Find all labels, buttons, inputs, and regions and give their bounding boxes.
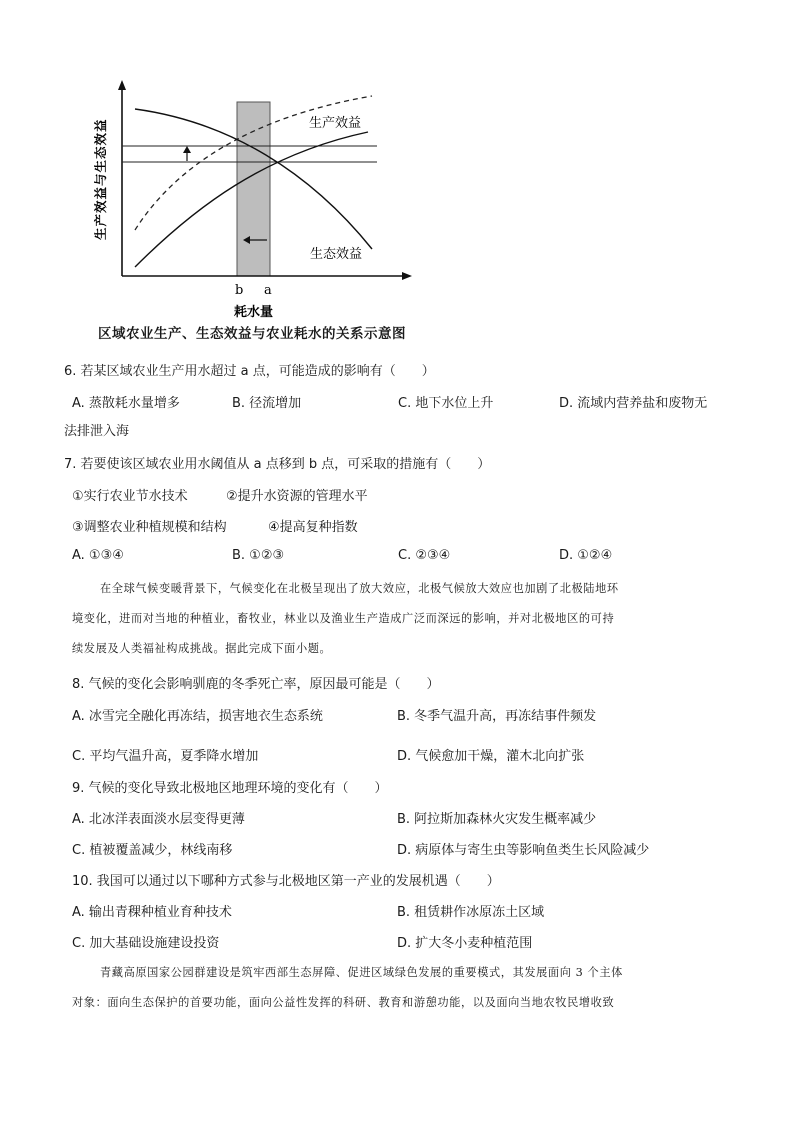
- q7-stem: 7. 若要使该区域农业用水阈值从 a 点移到 b 点，可采取的措施有（ ）: [64, 457, 491, 472]
- q7-item-1: ①实行农业节水技术: [72, 489, 188, 504]
- passage2-line-2: 对象：面向生态保护的首要功能，面向公益性发挥的科研、教育和游憩功能，以及面向当地农牧民增收致: [72, 996, 615, 1009]
- q7-item-3: ③调整农业种植规模和结构: [72, 520, 227, 535]
- q10-option-c[interactable]: C. 加大基础设施建设投资: [72, 936, 220, 951]
- passage1-line-2: 境变化，进而对当地的种植业，畜牧业，林业以及渔业生产造成广泛而深远的影响，并对北极地区的可持: [72, 612, 615, 625]
- tick-label-a: a: [264, 283, 272, 298]
- q8-option-c[interactable]: C. 平均气温升高，夏季降水增加: [72, 749, 259, 764]
- q8-stem: 8. 气候的变化会影响驯鹿的冬季死亡率，原因最可能是（ ）: [72, 677, 440, 692]
- q6-option-c[interactable]: C. 地下水位上升: [398, 396, 494, 411]
- water-benefit-chart: [80, 72, 420, 322]
- q7-option-a[interactable]: A. ①③④: [72, 548, 124, 563]
- q10-option-a[interactable]: A. 输出青稞种植业育种技术: [72, 905, 232, 920]
- passage1-line-1: 在全球气候变暖背景下，气候变化在北极呈现出了放大效应，北极气候放大效应也加剧了北极陆地环: [100, 582, 619, 595]
- q7-option-b[interactable]: B. ①②③: [232, 548, 285, 563]
- q6-option-a[interactable]: A. 蒸散耗水量增多: [72, 396, 180, 411]
- passage1-line-3: 续发展及人类福祉构成挑战。据此完成下面小题。: [72, 642, 332, 655]
- figure-caption: 区域农业生产、生态效益与农业耗水的关系示意图: [98, 326, 406, 342]
- curve-label-production: 生产效益: [309, 116, 362, 131]
- q9-option-c[interactable]: C. 植被覆盖减少，林线南移: [72, 843, 233, 858]
- q7-option-c[interactable]: C. ②③④: [398, 548, 451, 563]
- tick-label-b: b: [235, 283, 244, 298]
- q8-option-d[interactable]: D. 气候愈加干燥，灌木北向扩张: [397, 749, 585, 764]
- q9-stem: 9. 气候的变化导致北极地区地理环境的变化有（ ）: [72, 781, 388, 796]
- passage2-line-1: 青藏高原国家公园群建设是筑牢西部生态屏障、促进区域绿色发展的重要模式，其发展面向 3 个主体: [100, 966, 623, 979]
- q6-option-d-wrap: 法排泄入海: [64, 424, 130, 439]
- x-axis-label: 耗水量: [234, 305, 274, 320]
- q7-option-d[interactable]: D. ①②④: [559, 548, 613, 563]
- q8-option-a[interactable]: A. 冰雪完全融化再冻结，损害地衣生态系统: [72, 709, 323, 724]
- threshold-band: [237, 102, 270, 276]
- q6-stem: 6. 若某区域农业生产用水超过 a 点，可能造成的影响有（ ）: [64, 364, 435, 379]
- shift-up-arrow-icon: [183, 146, 191, 153]
- q7-item-2: ②提升水资源的管理水平: [226, 489, 368, 504]
- q9-option-d[interactable]: D. 病原体与寄生虫等影响鱼类生长风险减少: [397, 843, 650, 858]
- q7-item-4: ④提高复种指数: [268, 520, 358, 535]
- q6-option-b[interactable]: B. 径流增加: [232, 396, 302, 411]
- y-axis-label: 生产效益与生态效益: [93, 118, 108, 240]
- q9-option-a[interactable]: A. 北冰洋表面淡水层变得更薄: [72, 812, 245, 827]
- q8-option-b[interactable]: B. 冬季气温升高，再冻结事件频发: [397, 709, 597, 724]
- curve-label-ecology: 生态效益: [310, 247, 363, 262]
- q10-option-d[interactable]: D. 扩大冬小麦种植范围: [397, 936, 533, 951]
- q9-option-b[interactable]: B. 阿拉斯加森林火灾发生概率减少: [397, 812, 597, 827]
- y-axis-arrow-icon: [118, 80, 126, 90]
- q6-option-d[interactable]: D. 流域内营养盐和废物无: [559, 396, 708, 411]
- q10-option-b[interactable]: B. 租赁耕作冰原冻土区域: [397, 905, 545, 920]
- q10-stem: 10. 我国可以通过以下哪种方式参与北极地区第一产业的发展机遇（ ）: [72, 874, 500, 889]
- x-axis-arrow-icon: [402, 272, 412, 280]
